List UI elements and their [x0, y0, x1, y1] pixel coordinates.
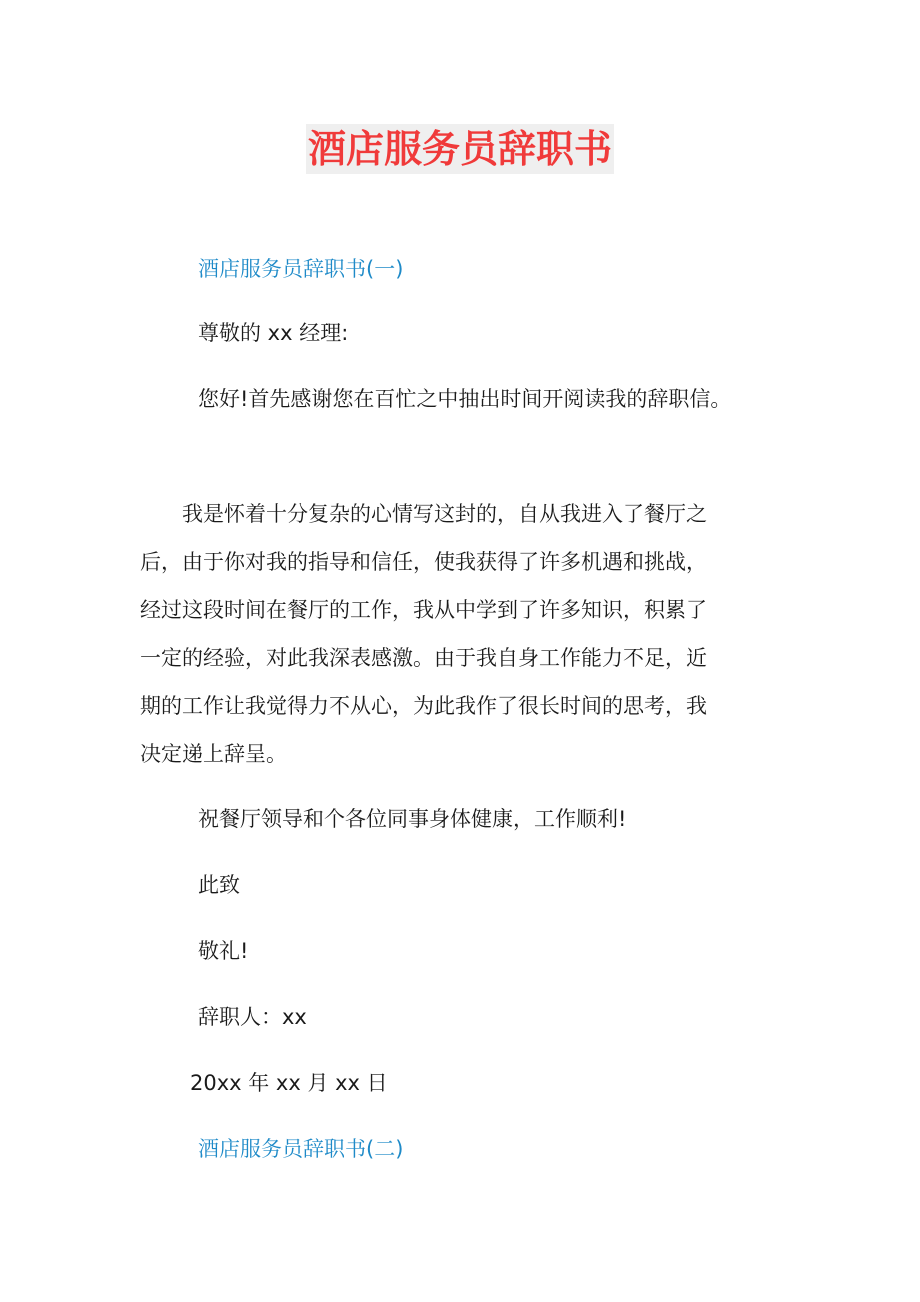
- date-line: 20xx 年 xx 月 xx 日: [190, 1071, 388, 1095]
- body-line: 后，由于你对我的指导和信任，使我获得了许多机遇和挑战，: [140, 550, 707, 574]
- title-wrapper: [0, 124, 920, 174]
- section-heading-2: 酒店服务员辞职书(二): [198, 1137, 404, 1161]
- greeting-line: 您好!首先感谢您在百忙之中抽出时间开阅读我的辞职信。: [198, 387, 732, 411]
- salutation: 尊敬的 xx 经理:: [198, 321, 349, 345]
- body-line: 我是怀着十分复杂的心情写这封的，自从我进入了餐厅之: [140, 502, 707, 526]
- closing-line-2: 敬礼!: [198, 939, 249, 963]
- section-heading-1: 酒店服务员辞职书(一): [198, 257, 404, 281]
- signature-line: 辞职人：xx: [198, 1005, 307, 1029]
- wishes-line: 祝餐厅领导和个各位同事身体健康，工作顺利!: [198, 807, 627, 831]
- body-line: 一定的经验，对此我深表感激。由于我自身工作能力不足，近: [140, 646, 707, 670]
- body-line: 经过这段时间在餐厅的工作，我从中学到了许多知识，积累了: [140, 598, 707, 622]
- body-line: 期的工作让我觉得力不从心，为此我作了很长时间的思考，我: [140, 694, 707, 718]
- closing-line-1: 此致: [198, 873, 240, 897]
- body-line: 决定递上辞呈。: [140, 742, 287, 766]
- body-paragraph: [140, 490, 707, 778]
- document-title: 酒店服务员辞职书: [306, 124, 614, 174]
